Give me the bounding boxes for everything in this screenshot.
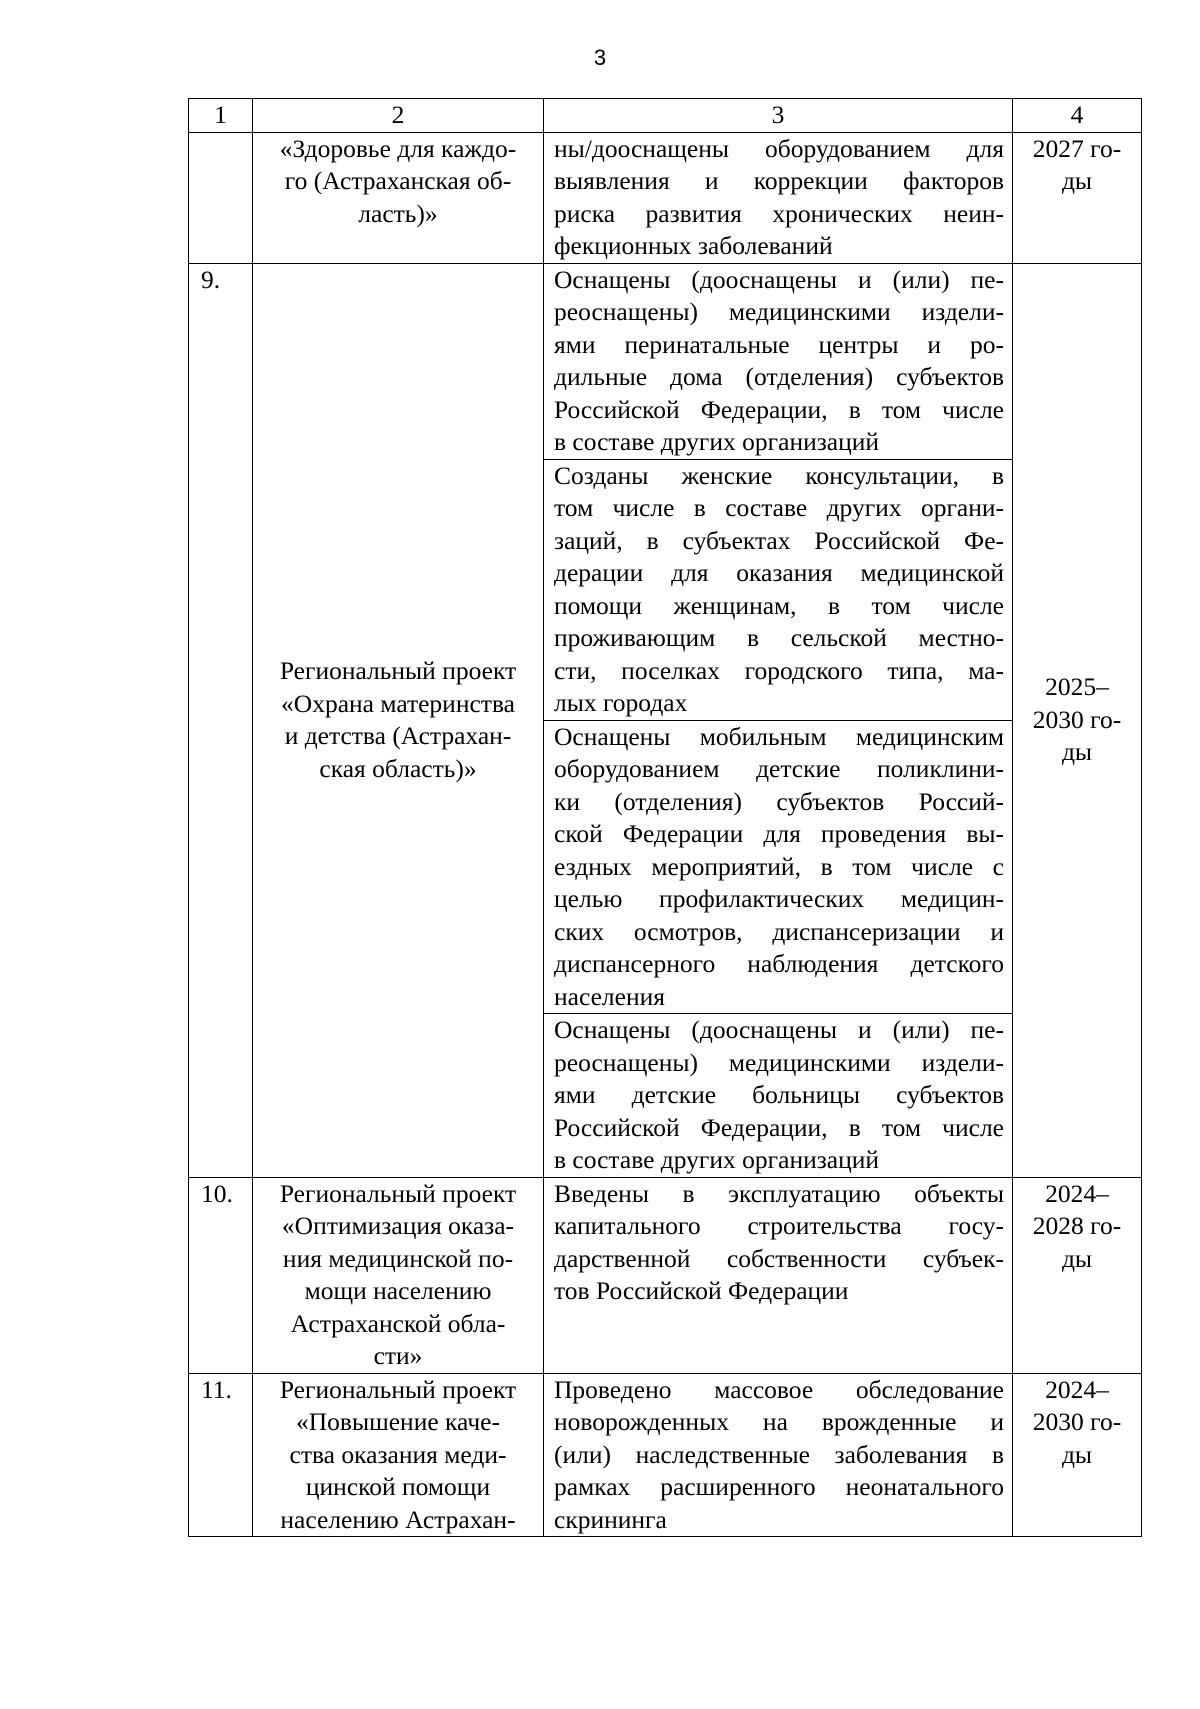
project-line: цинской помощи bbox=[305, 1472, 491, 1501]
table-row bbox=[189, 1373, 1142, 1537]
result-line: проживающим в сельской местно- bbox=[554, 623, 1004, 652]
header-col-2: 2 bbox=[253, 99, 544, 133]
project-line: Региональный проект bbox=[279, 1178, 517, 1208]
result-line: в составе других организаций bbox=[554, 1145, 880, 1174]
project-line: Астраханской обла- bbox=[290, 1308, 506, 1338]
result-line: сти, поселках городского типа, ма- bbox=[554, 655, 1004, 685]
project-line: го (Астраханская об- bbox=[284, 166, 512, 195]
project-line: «Охрана материнства bbox=[281, 688, 515, 718]
result-line: Оснащены мобильным медицинским bbox=[554, 721, 1004, 751]
result-line: ями детские больницы субъектов bbox=[554, 1080, 1004, 1109]
result-line: ями перинатальные центры и ро- bbox=[554, 329, 1004, 359]
result-line: Российской Федерации, в том числе bbox=[554, 394, 1004, 424]
table-row bbox=[189, 132, 1142, 263]
result-line: целью профилактических медицин- bbox=[554, 884, 1004, 913]
result-line: Введены в эксплуатацию объекты bbox=[554, 1178, 1004, 1208]
header-col-3: 3 bbox=[544, 99, 1013, 133]
result-line: Оснащены (дооснащены и (или) пе- bbox=[554, 264, 1004, 294]
project-name-cell bbox=[253, 263, 544, 1177]
project-line: населению Астрахан- bbox=[280, 1504, 516, 1534]
result-line: дильные дома (отделения) субъектов bbox=[554, 362, 1004, 391]
project-line: «Повышение каче- bbox=[296, 1407, 500, 1436]
period-line: 2025– bbox=[1045, 672, 1109, 702]
project-name-cell bbox=[253, 1373, 544, 1537]
table-header-row bbox=[189, 99, 1142, 133]
result-line: лых городах bbox=[554, 688, 688, 717]
result-cell bbox=[544, 1014, 1013, 1178]
table-row bbox=[189, 1177, 1142, 1373]
header-col-4: 4 bbox=[1013, 99, 1142, 133]
result-line: фекционных заболеваний bbox=[554, 231, 833, 260]
period-line: 2024– bbox=[1045, 1178, 1109, 1208]
result-line: дерации для оказания медицинской bbox=[554, 558, 1004, 587]
project-line: ласть)» bbox=[358, 198, 438, 228]
project-line: и детства (Астрахан- bbox=[284, 721, 512, 750]
result-line: ны/дооснащены оборудованием для bbox=[554, 133, 1004, 163]
result-line: новорожденных на врожденные и bbox=[554, 1407, 1004, 1436]
project-line: Региональный проект bbox=[279, 1374, 517, 1404]
result-cell bbox=[544, 1177, 1013, 1373]
result-line: скрининга bbox=[554, 1504, 667, 1534]
result-line: населения bbox=[554, 981, 665, 1011]
period-line: 2024– bbox=[1045, 1374, 1109, 1404]
row-number: 10. bbox=[189, 1177, 253, 1373]
result-line: ской Федерации для проведения вы- bbox=[554, 819, 1004, 848]
project-line: ская область)» bbox=[319, 753, 477, 783]
result-cell bbox=[544, 1373, 1013, 1537]
period-cell bbox=[1013, 263, 1142, 1177]
result-line: Российской Федерации, в том числе bbox=[554, 1112, 1004, 1142]
result-line: ездных мероприятий, в том числе с bbox=[554, 851, 1004, 881]
project-line: «Оптимизация оказа- bbox=[281, 1211, 515, 1240]
period-line: ды bbox=[1061, 1243, 1093, 1273]
result-line: реоснащены) медицинскими издели- bbox=[554, 1047, 1004, 1077]
project-line: ния медицинской по- bbox=[282, 1243, 514, 1273]
result-line: тов Российской Федерации bbox=[554, 1276, 849, 1305]
period-line: ды bbox=[1061, 166, 1093, 195]
result-line: помощи женщинам, в том числе bbox=[554, 590, 1004, 620]
period-cell bbox=[1013, 1373, 1142, 1537]
project-line: «Здоровье для каждо- bbox=[279, 133, 517, 163]
result-cell bbox=[544, 720, 1013, 1014]
project-line: мощи населению bbox=[304, 1276, 492, 1305]
project-name-cell bbox=[253, 1177, 544, 1373]
result-line: том числе в составе других органи- bbox=[554, 493, 1004, 522]
result-cell bbox=[544, 132, 1013, 263]
row-number: 11. bbox=[189, 1373, 253, 1537]
result-line: выявления и коррекции факторов bbox=[554, 166, 1004, 195]
project-line: сти» bbox=[373, 1341, 423, 1370]
period-line: 2030 го- bbox=[1032, 1407, 1122, 1436]
project-name-cell bbox=[253, 132, 544, 263]
period-line: ды bbox=[1061, 737, 1093, 767]
result-line: Созданы женские консультации, в bbox=[554, 460, 1004, 490]
result-line: оборудованием детские поликлини- bbox=[554, 754, 1004, 783]
row-number: 9. bbox=[189, 263, 253, 1177]
header-col-1: 1 bbox=[189, 99, 253, 133]
result-line: реоснащены) медицинскими издели- bbox=[554, 297, 1004, 326]
page-number: 3 bbox=[593, 45, 607, 70]
document-table bbox=[188, 98, 1142, 1537]
result-line: (или) наследственные заболевания в bbox=[554, 1439, 1004, 1469]
result-line: Оснащены (дооснащены и (или) пе- bbox=[554, 1015, 1004, 1044]
period-cell bbox=[1013, 1177, 1142, 1373]
project-line: Региональный проект bbox=[279, 656, 517, 685]
result-line: рамках расширенного неонатального bbox=[554, 1472, 1004, 1501]
result-line: капитального строительства госу- bbox=[554, 1211, 1004, 1240]
result-line: ки (отделения) субъектов Россий- bbox=[554, 786, 1004, 816]
table-row bbox=[189, 263, 1142, 459]
period-line: ды bbox=[1061, 1439, 1093, 1469]
project-line: ства оказания меди- bbox=[289, 1439, 507, 1469]
period-cell bbox=[1013, 132, 1142, 263]
row-number bbox=[189, 132, 253, 263]
period-line: 2030 го- bbox=[1032, 704, 1122, 734]
result-line: в составе других организаций bbox=[554, 427, 880, 456]
result-line: ских осмотров, диспансеризации и bbox=[554, 916, 1004, 946]
result-line: заций, в субъектах Российской Фе- bbox=[554, 525, 1004, 555]
result-line: риска развития хронических неин- bbox=[554, 198, 1004, 228]
result-line: дарственной собственности субъек- bbox=[554, 1243, 1004, 1273]
result-cell bbox=[544, 263, 1013, 459]
result-line: Проведено массовое обследование bbox=[554, 1374, 1004, 1404]
period-line: 2027 го- bbox=[1032, 133, 1122, 163]
result-line: диспансерного наблюдения детского bbox=[554, 949, 1004, 978]
result-cell bbox=[544, 459, 1013, 720]
period-line: 2028 го- bbox=[1032, 1211, 1122, 1240]
